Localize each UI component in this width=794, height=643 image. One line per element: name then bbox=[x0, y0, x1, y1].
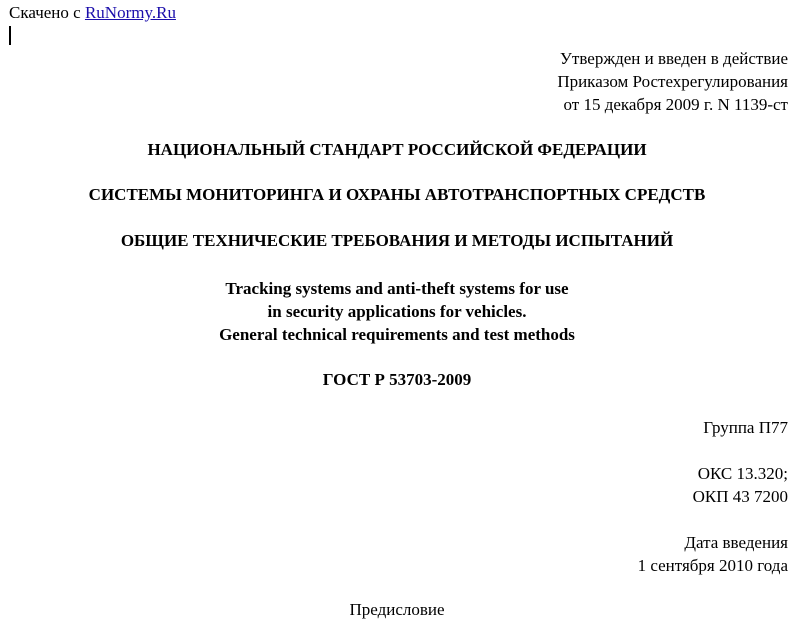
title-systems: СИСТЕМЫ МОНИТОРИНГА И ОХРАНЫ АВТОТРАНСПОРТНЫХ СРЕДСТВ bbox=[88, 185, 706, 204]
classification-block bbox=[693, 462, 788, 508]
approval-block bbox=[557, 47, 788, 116]
introduction-block bbox=[638, 531, 788, 577]
approval-line-3: от 15 декабря 2009 г. N 1139-ст bbox=[563, 95, 788, 114]
introduction-date: 1 сентября 2010 года bbox=[637, 556, 788, 575]
source-line bbox=[9, 3, 176, 23]
title-national-standard: НАЦИОНАЛЬНЫЙ СТАНДАРТ РОССИЙСКОЙ ФЕДЕРАЦИИ bbox=[147, 140, 647, 159]
english-title bbox=[0, 277, 794, 346]
text-caret bbox=[9, 26, 11, 45]
english-title-line-2: in security applications for vehicles. bbox=[267, 302, 527, 321]
english-title-line-3: General technical requirements and test methods bbox=[219, 325, 575, 344]
group-label: Группа П77 bbox=[703, 418, 788, 437]
introduction-label: Дата введения bbox=[684, 533, 788, 552]
source-prefix: Скачено с bbox=[9, 3, 81, 22]
approval-line-1: Утвержден и введен в действие bbox=[559, 49, 788, 68]
source-link[interactable]: RuNormy.Ru bbox=[84, 3, 176, 22]
oks-code: ОКС 13.320; bbox=[697, 464, 788, 483]
standard-code: ГОСТ Р 53703-2009 bbox=[322, 370, 472, 389]
okp-code: ОКП 43 7200 bbox=[692, 487, 788, 506]
section-heading-foreword: Предисловие bbox=[349, 600, 445, 619]
approval-line-2: Приказом Ростехрегулирования bbox=[557, 72, 788, 91]
english-title-line-1: Tracking systems and anti-theft systems for use bbox=[225, 279, 569, 298]
title-requirements: ОБЩИЕ ТЕХНИЧЕСКИЕ ТРЕБОВАНИЯ И МЕТОДЫ ИСПЫТАНИЙ bbox=[120, 231, 674, 250]
